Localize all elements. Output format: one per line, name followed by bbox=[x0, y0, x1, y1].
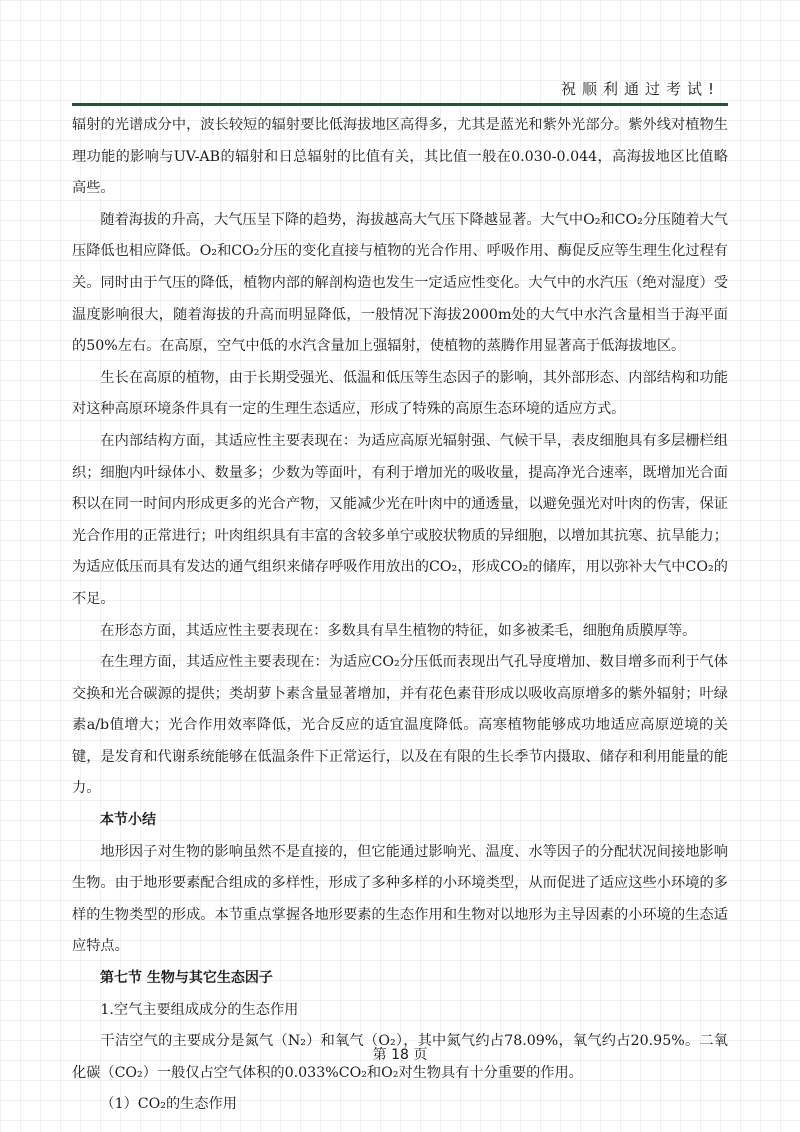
header-rule bbox=[72, 103, 728, 106]
paragraph: 辐射的光谱成分中，波长较短的辐射要比低海拔地区高得多，尤其是蓝光和紫外光部分。紫外线对植物生理功能的影响与UV-AB的辐射和日总辐射的比值有关，其比值一般在0.030-0.044，高海拔地区比值略高些。 bbox=[72, 117, 728, 197]
summary-paragraph: 地形因子对生物的影响虽然不是直接的，但它能通过影响光、温度、水等因子的分配状况间接地影响生物。由于地形要素配合组成的多样性，形成了多种多样的小环境类型，从而促进了适应这些小环境的多样的生物类型的形成。本节重点掌握各地形要素的生态作用和生物对以地形为主导因素的小环境的生态适应特点。 bbox=[72, 843, 728, 955]
paragraph: 干洁空气的主要成分是氮气（N₂）和氧气（O₂），其中氮气约占78.09%，氧气约占20.95%。二氧化碳（CO₂）一般仅占空气体积的0.033%CO₂和O₂对生物具有十分重要的作用。 bbox=[72, 1033, 728, 1081]
list-item: 1.空气主要组成成分的生态作用 bbox=[100, 1001, 299, 1018]
sub-item: （1）CO₂的生态作用 bbox=[100, 1096, 237, 1113]
paragraph: 在内部结构方面，其适应性主要表现在：为适应高原光辐射强、气候干旱，表皮细胞具有多层栅栏组织；细胞内叶绿体小、数量多；少数为等面叶，有利于增加光的吸收量，提高净光合速率，既增加光合面积以在同一时间内形成更多的光合产物，又能减少光在叶肉中的通透量，以避免强光对叶肉的伤害，保证光合作用的正常进行；叶肉组织具有丰富的含较多单宁或胶状物质的异细胞，以增加其抗寒、抗旱能力；为适应低压而具有发达的通气组织来储存呼吸作用放出的CO₂，形成CO₂的储库，用以弥补大气中CO₂的不足。 bbox=[72, 432, 728, 607]
section-heading: 第七节 生物与其它生态因子 bbox=[100, 970, 273, 987]
page-content bbox=[72, 110, 728, 1121]
paragraph: 在生理方面，其适应性主要表现在：为适应CO₂分压低而表现出气孔导度增加、数目增多而利于气体交换和光合碳源的提供；类胡萝卜素含量显著增加，并有花色素苷形成以吸收高原增多的紫外辐射；叶绿素a/b值增大；光合作用效率降低，光合反应的适宜温度降低。高寒植物能够成功地适应高原逆境的关键，是发育和代谢系统能够在低温条件下正常运行，以及在有限的生长季节内摄取、储存和利用能量的能力。 bbox=[72, 654, 728, 797]
section-summary-heading: 本节小结 bbox=[100, 812, 156, 829]
paragraph: 随着海拔的升高，大气压呈下降的趋势，海拔越高大气压下降越显著。大气中O₂和CO₂分压随着大气压降低也相应降低。O₂和CO₂分压的变化直接与植物的光合作用、呼吸作用、酶促反应等生理生化过程有关。同时由于气压的降低，植物内部的解剖构造也发生一定适应性变化。大气中的水汽压（绝对湿度）受温度影响很大，随着海拔的升高而明显降低，一般情况下海拔2000m处的大气中水汽含量相当于海平面的50%左右。在高原，空气中低的水汽含量加上强辐射，使植物的蒸腾作用显著高于低海拔地区。 bbox=[72, 211, 728, 355]
paragraph: 在形态方面，其适应性主要表现在：多数具有旱生植物的特征，如多被柔毛，细胞角质膜厚等。 bbox=[100, 622, 697, 639]
page-number: 第 18 页 bbox=[372, 1047, 428, 1063]
paragraph: 生长在高原的植物，由于长期受强光、低温和低压等生态因子的影响，其外部形态、内部结构和功能对这种高原环境条件具有一定的生理生态适应，形成了特殊的高原生态环境的适应方式。 bbox=[72, 369, 728, 418]
header-title: 祝顺利通过考试! bbox=[560, 80, 720, 98]
